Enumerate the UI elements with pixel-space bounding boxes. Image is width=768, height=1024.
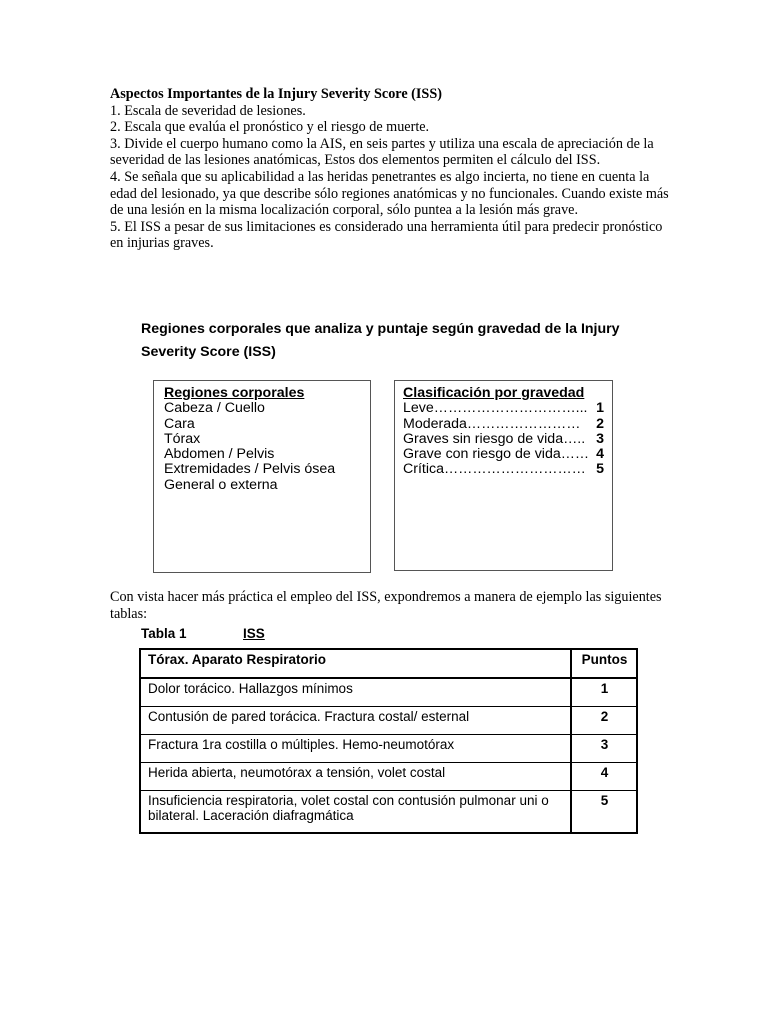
regions-box-title: Regiones corporales — [164, 385, 305, 401]
iss-table — [139, 648, 638, 834]
table-row — [140, 763, 637, 791]
grade-value: 3 — [596, 431, 604, 447]
region-item: Cabeza / Cuello — [164, 400, 265, 417]
region-item: Cara — [164, 415, 195, 432]
row-description: Contusión de pared torácica. Fractura costal/ esternal — [140, 707, 571, 735]
region-item: Tórax — [164, 430, 201, 447]
outro-paragraph: Con vista hacer más práctica el empleo del ISS, expondremos a manera de ejemplo las siguientes tablas: — [110, 589, 662, 622]
row-points: 4 — [571, 763, 637, 791]
intro-item-4: 4. Se señala que su aplicabilidad a las heridas penetrantes es algo incierta, no tiene en cuenta la edad del lesionado, ya que describe sólo regiones anatómicas y no funcionales. Cuando existe más de una lesión en la misma localización corporal, sólo puntea a la lesión más grave. — [110, 168, 669, 219]
region-item: Abdomen / Pelvis — [164, 446, 275, 463]
grades-box-title: Clasificación por gravedad — [403, 385, 585, 401]
table-caption — [141, 626, 265, 641]
table-row — [140, 678, 637, 707]
figure-title: Regiones corporales que analiza y puntaje según gravedad de la Injury Severity Score (ISS) — [141, 321, 620, 360]
intro-item-2: 2. Escala que evalúa el pronóstico y el riesgo de muerte. — [110, 119, 430, 136]
grade-value: 2 — [596, 416, 604, 432]
grade-label: Grave con riesgo de vida…… — [403, 447, 590, 463]
intro-item-3: 3. Divide el cuerpo humano como la AIS, en seis partes y utiliza una escala de apreciación de la severidad de las lesiones anatómicas, Estos dos elementos permiten el cálculo del ISS. — [110, 135, 654, 169]
grade-row — [403, 462, 604, 477]
row-points: 2 — [571, 707, 637, 735]
grade-row — [403, 401, 604, 416]
grade-label: Moderada…………………… — [403, 416, 581, 432]
table-row — [140, 735, 637, 763]
row-description: Insuficiencia respiratoria, volet costal con contusión pulmonar uni o bilateral. Laceración diafragmática — [140, 791, 571, 834]
row-points: 1 — [571, 678, 637, 707]
row-points: 3 — [571, 735, 637, 763]
grade-value: 5 — [596, 462, 604, 478]
intro-section — [110, 86, 670, 252]
grade-row — [403, 432, 604, 447]
region-item: General o externa — [164, 476, 278, 493]
grade-value: 4 — [596, 447, 604, 463]
header-description: Tórax. Aparato Respiratorio — [140, 649, 571, 678]
row-description: Herida abierta, neumotórax a tensión, volet costal — [140, 763, 571, 791]
grade-value: 1 — [596, 401, 604, 417]
intro-item-1: 1. Escala de severidad de lesiones. — [110, 102, 306, 119]
region-item: Extremidades / Pelvis ósea — [164, 461, 336, 478]
grade-label: Crítica………………………… — [403, 462, 586, 478]
header-points: Puntos — [571, 649, 637, 678]
section-heading: Aspectos Importantes de la Injury Severity Score (ISS) — [110, 86, 442, 102]
grade-label: Leve…………………………... — [403, 401, 588, 417]
row-points: 5 — [571, 791, 637, 834]
table-caption-iss: ISS — [243, 626, 265, 641]
row-description: Dolor torácico. Hallazgos mínimos — [140, 678, 571, 707]
table-row — [140, 707, 637, 735]
intro-item-5: 5. El ISS a pesar de sus limitaciones es considerado una herramienta útil para predecir pronóstico en injurias graves. — [110, 218, 663, 252]
grades-box — [394, 380, 613, 571]
grade-row — [403, 447, 604, 462]
table-caption-label: Tabla 1 — [141, 626, 187, 641]
grade-label: Graves sin riesgo de vida….. — [403, 431, 586, 447]
table-row — [140, 791, 637, 834]
grade-row — [403, 417, 604, 432]
row-description: Fractura 1ra costilla o múltiples. Hemo-neumotórax — [140, 735, 571, 763]
regions-box — [153, 380, 371, 573]
table-header-row — [140, 649, 637, 678]
